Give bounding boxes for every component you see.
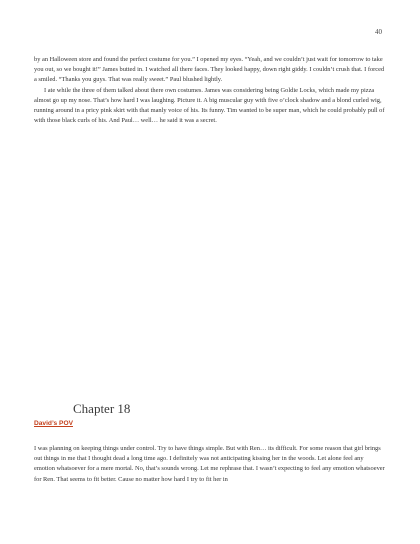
chapter-17-continuation [34,55,386,126]
chapter-18-body [34,444,386,485]
page-number: 40 [375,28,382,36]
chapter-title: Chapter 18 [73,401,131,416]
pov-heading: David’s POV [34,420,73,427]
paragraph-1: by an Halloween store and found the perfect costume for you.” I opened my eyes. “Yeah, and we couldn’t just wait for tomorrow to take you out, so we bought it!” James butted in. I watched all there faces. They looked happy, down right giddy. I couldn’t crush that. I forced a smiled. “Thanks you guys. That was really sweet.” Paul blushed lightly. [34,56,385,84]
paragraph-2: I ate while the three of them talked about there own costumes. James was considering being Goldie Locks, which made my pizza almost go up my nose. That’s how hard I was laughing. Picture it. A big muscular guy with five o’clock shadow and a blond curled wig, running around in a pricy pink skirt with that manly voice of his. Its funny. Tim wanted to be super man, which he could probably pull of with those black curls of his. And Paul… well… he said it was a secret. [34,86,385,125]
chapter-paragraph: I was planning on keeping things under control. Try to have things simple. But with Ren… its difficult. For some reason that girl brings out things in me that I thought dead a long time ago. I definitely was not anticipating kissing her in the woods. Let alone feel any emotion whatsoever for a mere mortal. No, that’s sounds wrong. Let me rephrase that. I wasn’t expecting to feel any emotion whatsoever for Ren. That seems to fit better. Cause no matter how hard I try to fit her in [34,445,385,483]
